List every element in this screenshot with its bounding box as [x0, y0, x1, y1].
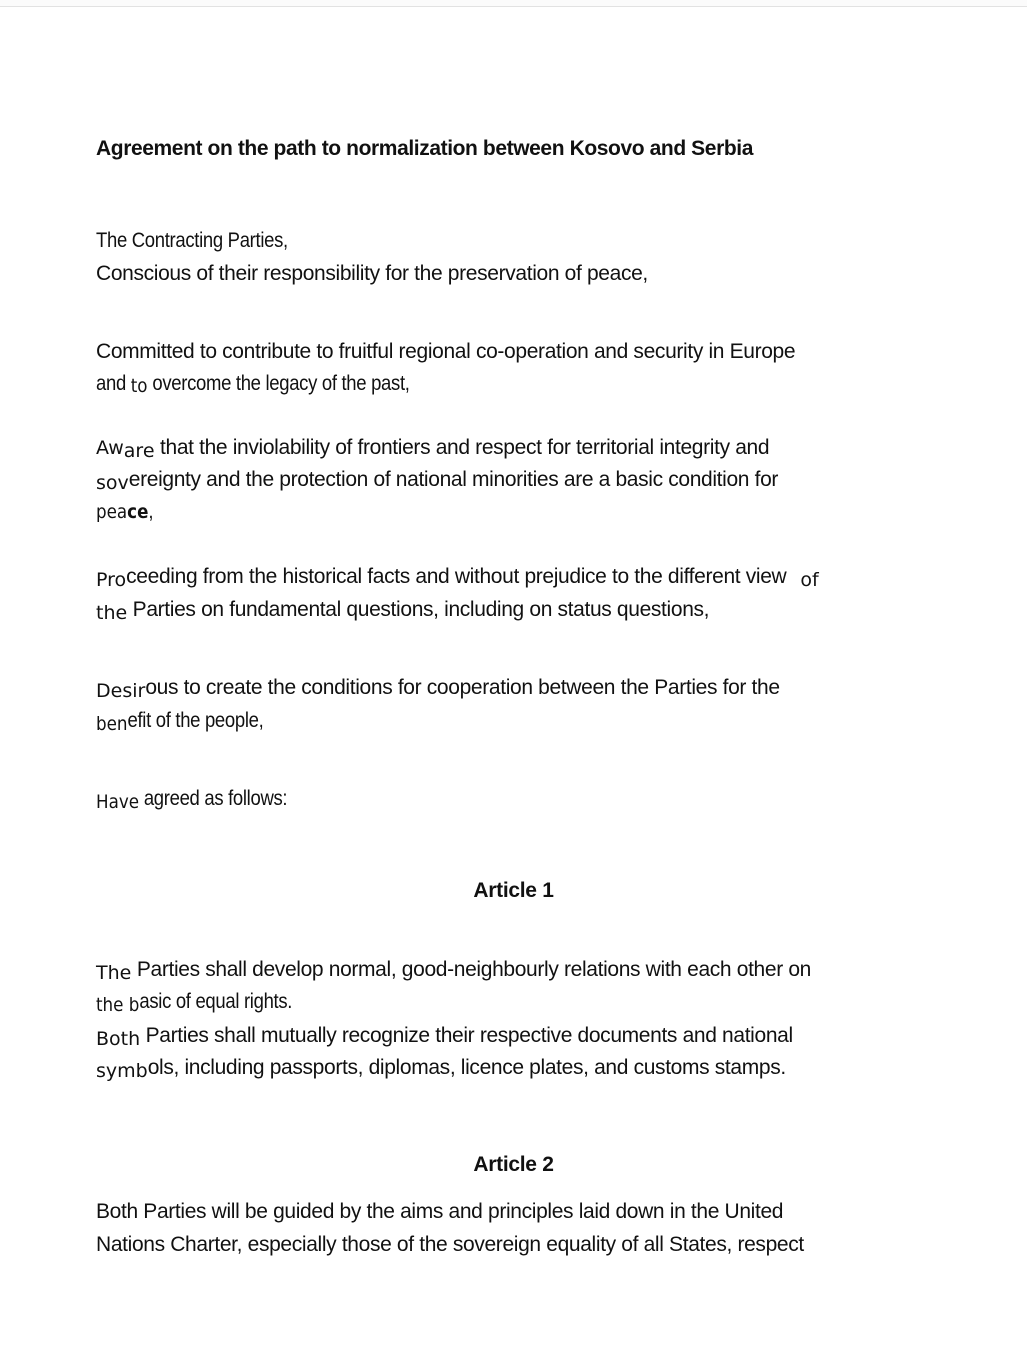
article-1-line-4: [96, 1055, 786, 1081]
preamble-aware-line-3: [96, 499, 153, 525]
article-1-line-1: [96, 957, 811, 983]
article-1-heading: Article 1: [473, 879, 554, 902]
text-fragment: Pro: [96, 569, 127, 591]
text-fragment: Parties on fundamental questions, including on status questions,: [127, 598, 710, 621]
text-fragment: Parties shall develop normal, good-neighbourly relations with each other on: [131, 958, 811, 981]
text-fragment: efit of the people,: [127, 709, 264, 732]
text-fragment: agreed as follows:: [139, 787, 288, 810]
text-fragment: symb: [96, 1060, 148, 1082]
text-fragment: overcome the legacy of the past,: [147, 372, 410, 395]
text-fragment: that the inviolability of frontiers and respect for territorial integrity and: [154, 436, 770, 459]
preamble-proceeding-line-2: [96, 597, 709, 623]
text-fragment: The: [96, 962, 132, 984]
text-fragment: ereignty and the protection of national minorities are a basic condition for: [128, 468, 779, 491]
text-fragment: e: [137, 501, 149, 523]
document-title: Agreement on the path to normalization between Kosovo and Serbia: [96, 137, 753, 160]
text-fragment: ben: [96, 713, 128, 735]
preamble-agreed: [96, 786, 287, 812]
preamble-desirous-line-1: [96, 675, 780, 701]
preamble-aware-line-2: [96, 467, 778, 493]
preamble-aware-line-1: [96, 435, 769, 461]
text-fragment: sov: [96, 472, 129, 494]
text-fragment: Desir: [96, 680, 146, 702]
preamble-conscious: Conscious of their responsibility for the preservation of peace,: [96, 262, 648, 285]
text-fragment: to: [130, 375, 148, 397]
text-fragment: ols, including passports, diplomas, licence plates, and customs stamps.: [147, 1056, 786, 1079]
text-fragment: pea: [96, 501, 128, 523]
article-2-heading: Article 2: [473, 1153, 554, 1176]
text-fragment: Parties shall mutually recognize their respective documents and national: [140, 1024, 793, 1047]
text-fragment: c: [127, 501, 138, 523]
preamble-proceeding-line-1: [96, 564, 819, 590]
text-fragment: Have: [96, 791, 140, 813]
text-fragment: asic of equal rights.: [139, 990, 293, 1013]
preamble-intro: The Contracting Parties,: [96, 229, 288, 252]
article-2-line-2: Nations Charter, especially those of the sovereign equality of all States, respect: [96, 1233, 804, 1256]
article-2-line-1: Both Parties will be guided by the aims and principles laid down in the United: [96, 1200, 784, 1223]
text-fragment: Both: [96, 1028, 141, 1050]
viewer-top-border: [0, 0, 1027, 7]
preamble-desirous-line-2: [96, 708, 263, 734]
text-fragment: ceeding from the historical facts and without prejudice to the different view: [126, 565, 787, 588]
text-fragment: are: [123, 440, 155, 462]
text-fragment: ,: [148, 500, 154, 523]
text-fragment: ous to create the conditions for cooperation between the Parties for the: [145, 676, 780, 699]
text-fragment-of: of: [800, 569, 819, 591]
article-1-line-2: [96, 989, 292, 1015]
preamble-committed-line-1: Committed to contribute to fruitful regional co-operation and security in Europe: [96, 340, 796, 363]
text-fragment: the: [96, 602, 128, 624]
text-fragment: Aw: [96, 437, 124, 459]
text-fragment: and: [96, 372, 131, 395]
article-1-line-3: [96, 1023, 793, 1049]
preamble-committed-line-2: [96, 371, 410, 397]
text-fragment: the b: [96, 994, 140, 1016]
document-page: [0, 7, 1027, 1359]
